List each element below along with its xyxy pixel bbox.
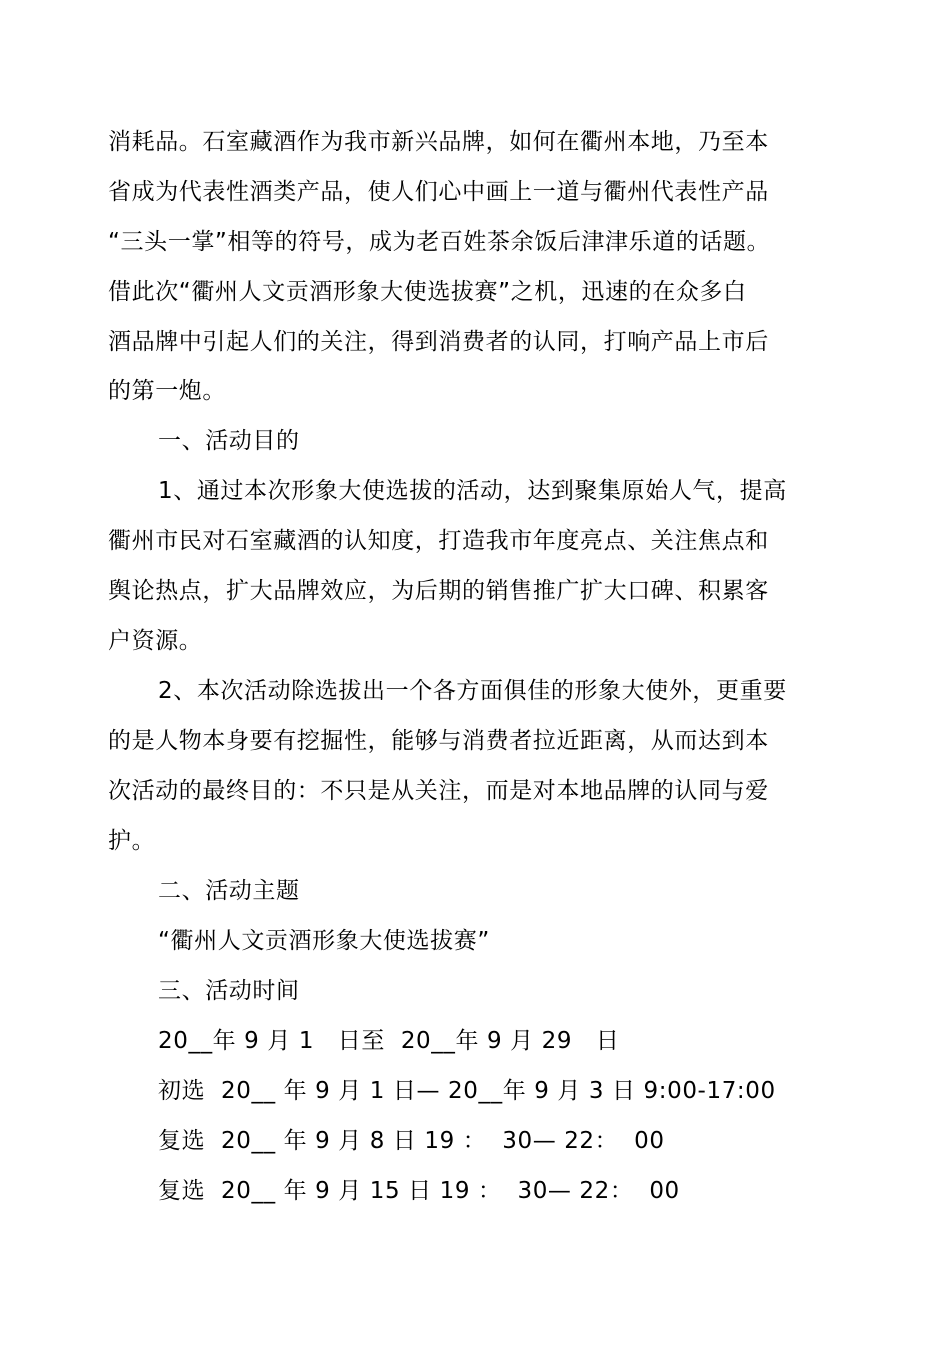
paragraph-line: 舆论热点，扩大品牌效应，为后期的销售推广扩大口碑、积累客 [108, 578, 769, 604]
paragraph-line: 1、通过本次形象大使选拔的活动，达到聚集原始人气，提高 [158, 478, 787, 504]
schedule-line: 复选 20__ 年 9 月 15 日 19 ： 30— 22： 00 [158, 1178, 680, 1204]
paragraph-line: “三头一掌”相等的符号，成为老百姓茶余饭后津津乐道的话题。 [108, 229, 771, 255]
paragraph-line: 护。 [108, 828, 156, 854]
schedule-line: 20__年 9 月 1 日至 20__年 9 月 29 日 [158, 1028, 620, 1054]
paragraph-line: 2、本次活动除选拔出一个各方面俱佳的形象大使外，更重要 [158, 678, 787, 704]
section-heading-purpose: 一、活动目的 [158, 428, 300, 454]
paragraph-line: 的是人物本身要有挖掘性，能够与消费者拉近距离，从而达到本 [108, 728, 769, 754]
paragraph-line: 借此次“衢州人文贡酒形象大使选拔赛”之机，迅速的在众多白 [108, 279, 747, 305]
paragraph-line: 的第一炮。 [108, 378, 226, 404]
paragraph-line: 户资源。 [108, 628, 203, 654]
paragraph-line: 省成为代表性酒类产品，使人们心中画上一道与衢州代表性产品 [108, 179, 769, 205]
paragraph-line: 酒品牌中引起人们的关注，得到消费者的认同，打响产品上市后 [108, 329, 769, 355]
schedule-line: 复选 20__ 年 9 月 8 日 19 ： 30— 22： 00 [158, 1128, 665, 1154]
section-heading-time: 三、活动时间 [158, 978, 300, 1004]
paragraph-line: 消耗品。石室藏酒作为我市新兴品牌，如何在衢州本地，乃至本 [108, 129, 769, 155]
activity-theme-text: “衢州人文贡酒形象大使选拔赛” [158, 928, 490, 954]
paragraph-line: 次活动的最终目的：不只是从关注，而是对本地品牌的认同与爱 [108, 778, 769, 804]
paragraph-line: 衢州市民对石室藏酒的认知度，打造我市年度亮点、关注焦点和 [108, 528, 769, 554]
schedule-line: 初选 20__ 年 9 月 1 日— 20__年 9 月 3 日 9:00-17:00 [158, 1078, 776, 1104]
section-heading-theme: 二、活动主题 [158, 878, 300, 904]
